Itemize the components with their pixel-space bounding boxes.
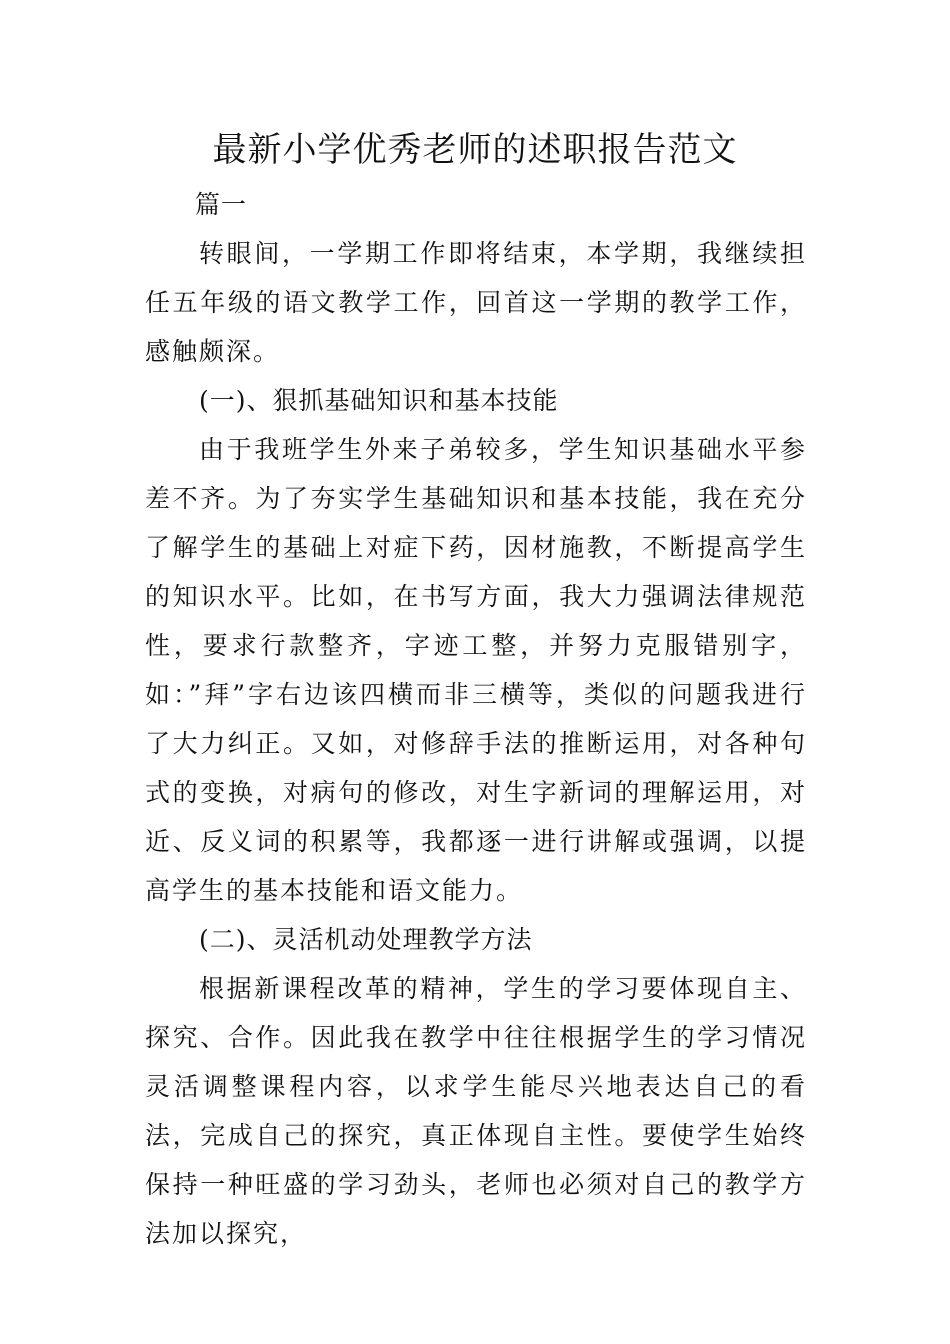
heading-one: (一)、狠抓基础知识和基本技能 [199, 386, 559, 415]
document-body [145, 180, 807, 1258]
document-title: 最新小学优秀老师的述职报告范文 [212, 130, 738, 170]
paragraph-methods: 根据新课程改革的精神，学生的学习要体现自主、探究、合作。因此我在教学中往往根据学生的学习情况灵活调整课程内容，以求学生能尽兴地表达自己的看法，完成自己的探究，真正体现自主性。要使学生始终保持一种旺盛的学习劲头，老师也必须对自己的教学方法加以探究， [145, 974, 807, 1248]
paragraph-intro: 转眼间，一学期工作即将结束，本学期，我继续担任五年级的语文教学工作，回首这一学期的教学工作，感触颇深。 [145, 239, 807, 366]
heading-two: (二)、灵活机动处理教学方法 [199, 925, 533, 954]
section-label: 篇一 [195, 190, 248, 219]
paragraph-basics: 由于我班学生外来子弟较多，学生知识基础水平参差不齐。为了夯实学生基础知识和基本技能，我在充分了解学生的基础上对症下药，因材施教，不断提高学生的知识水平。比如，在书写方面，我大力强调法律规范性，要求行款整齐，字迹工整，并努力克服错别字，如：”拜”字右边该四横而非三横等，类似的问题我进行了大力纠正。又如，对修辞手法的推断运用，对各种句式的变换，对病句的修改，对生字新词的理解运用，对近、反义词的积累等，我都逐一进行讲解或强调，以提高学生的基本技能和语文能力。 [145, 435, 807, 905]
